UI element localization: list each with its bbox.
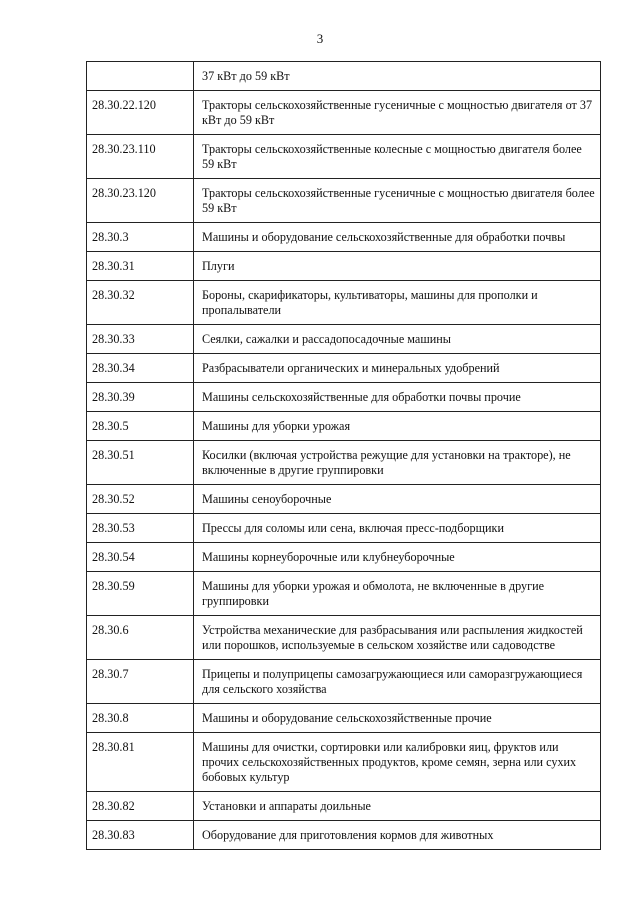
row-code: 28.30.8 [87,704,194,733]
row-code: 28.30.22.120 [87,91,194,135]
row-code: 28.30.33 [87,325,194,354]
row-description: 37 кВт до 59 кВт [194,62,601,91]
table-row [87,733,601,792]
row-code: 28.30.53 [87,514,194,543]
row-code: 28.30.23.120 [87,179,194,223]
row-description: Машины для уборки урожая [194,412,601,441]
row-code: 28.30.52 [87,485,194,514]
row-description: Машины для уборки урожая и обмолота, не включенные в другие группировки [194,572,601,616]
table-body [87,62,601,850]
row-code: 28.30.3 [87,223,194,252]
table-row [87,704,601,733]
row-description: Машины корнеуборочные или клубнеуборочные [194,543,601,572]
row-code: 28.30.51 [87,441,194,485]
row-description: Тракторы сельскохозяйственные гусеничные с мощностью двигателя от 37 кВт до 59 кВт [194,91,601,135]
table-row [87,383,601,412]
row-code [87,62,194,91]
table-row [87,572,601,616]
table-row [87,660,601,704]
row-code: 28.30.5 [87,412,194,441]
row-code: 28.30.82 [87,792,194,821]
table-row [87,91,601,135]
row-code: 28.30.39 [87,383,194,412]
row-description: Плуги [194,252,601,281]
table-row [87,135,601,179]
row-code: 28.30.32 [87,281,194,325]
table-row [87,616,601,660]
row-code: 28.30.54 [87,543,194,572]
row-description: Устройства механические для разбрасывания или распыления жидкостей или порошков, используемые в сельском хозяйстве или садоводстве [194,616,601,660]
table-row [87,325,601,354]
table-row [87,62,601,91]
table-row [87,821,601,850]
page-number: 3 [316,31,324,46]
table-row [87,412,601,441]
okpd-code-table [86,61,601,850]
row-description: Оборудование для приготовления кормов для животных [194,821,601,850]
table-row [87,514,601,543]
row-code: 28.30.83 [87,821,194,850]
row-description: Прицепы и полуприцепы самозагружающиеся или саморазгружающиеся для сельского хозяйства [194,660,601,704]
row-description: Разбрасыватели органических и минеральных удобрений [194,354,601,383]
row-description: Тракторы сельскохозяйственные колесные с мощностью двигателя более 59 кВт [194,135,601,179]
row-code: 28.30.59 [87,572,194,616]
table-row [87,179,601,223]
row-code: 28.30.31 [87,252,194,281]
row-code: 28.30.6 [87,616,194,660]
row-code: 28.30.23.110 [87,135,194,179]
row-code: 28.30.81 [87,733,194,792]
table-row [87,441,601,485]
row-description: Прессы для соломы или сена, включая пресс-подборщики [194,514,601,543]
row-description: Установки и аппараты доильные [194,792,601,821]
table-row [87,543,601,572]
row-description: Тракторы сельскохозяйственные гусеничные с мощностью двигателя более 59 кВт [194,179,601,223]
row-description: Машины сельскохозяйственные для обработки почвы прочие [194,383,601,412]
table-row [87,252,601,281]
table-row [87,792,601,821]
row-description: Машины для очистки, сортировки или калибровки яиц, фруктов или прочих сельскохозяйственных продуктов, кроме семян, зерна или сухих бобовых культур [194,733,601,792]
table-row [87,281,601,325]
row-description: Машины и оборудование сельскохозяйственные прочие [194,704,601,733]
row-code: 28.30.34 [87,354,194,383]
row-description: Машины сеноуборочные [194,485,601,514]
row-description: Косилки (включая устройства режущие для установки на тракторе), не включенные в другие группировки [194,441,601,485]
row-description: Машины и оборудование сельскохозяйственные для обработки почвы [194,223,601,252]
table-row [87,354,601,383]
table-row [87,223,601,252]
table-row [87,485,601,514]
row-description: Бороны, скарификаторы, культиваторы, машины для прополки и пропалыватели [194,281,601,325]
row-code: 28.30.7 [87,660,194,704]
row-description: Сеялки, сажалки и рассадопосадочные машины [194,325,601,354]
